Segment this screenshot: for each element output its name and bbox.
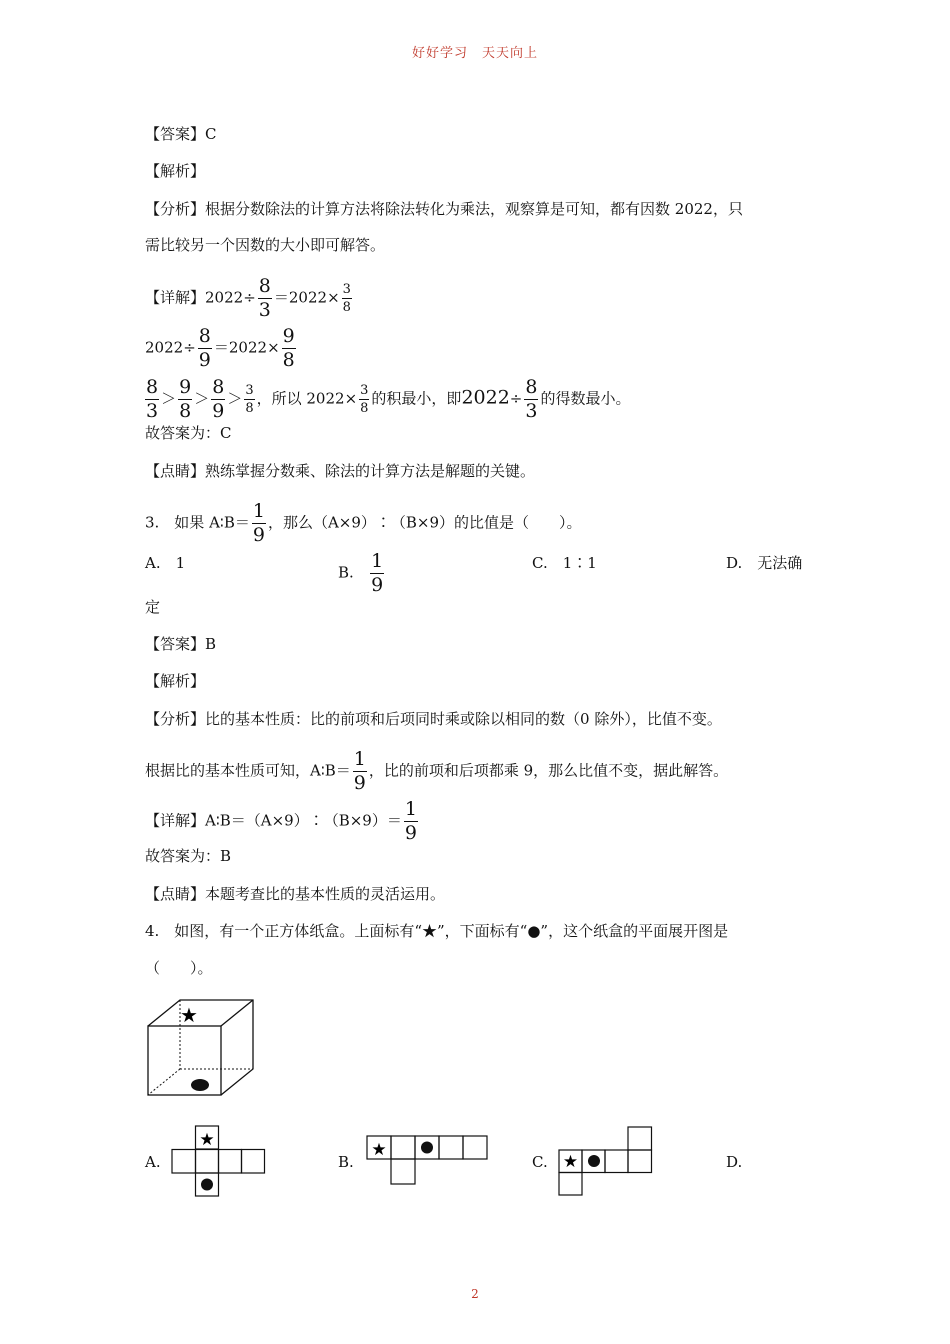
fraction-8-3: $\frac{8}{3}$ [258, 275, 271, 321]
fraction-1-9: $\frac{1}{9}$ [252, 500, 265, 546]
q3-option-c: C. 1∶1 [532, 554, 597, 572]
q4-option-b-net [365, 1135, 491, 1187]
q3-analysis-heading: 【解析】 [145, 672, 206, 690]
q2-conclusion: 故答案为：C [145, 424, 232, 442]
dot-icon [201, 1179, 213, 1191]
q4-stem-line1: 4. 如图，有一个正方体纸盒。上面标有“★”，下面标有“●”，这个纸盒的平面展开图是 [145, 922, 729, 940]
star-icon: ★ [180, 1003, 198, 1027]
page-header: 好好学习 天天向上 [411, 46, 538, 61]
q2-key-point: 【点睛】熟练掌握分数乘、除法的计算方法是解题的关键。 [145, 462, 536, 480]
q2-analysis-line2: 需比较另一个因数的大小即可解答。 [145, 236, 386, 254]
q3-option-d-wrap: 定 [145, 598, 161, 616]
page-number: 2 [471, 1287, 479, 1301]
q3-option-a: A. 1 [145, 554, 186, 572]
q3-key-point: 【点睛】本题考查比的基本性质的灵活运用。 [145, 885, 446, 903]
q4-option-c-net [557, 1125, 657, 1197]
q4-option-c-label: C. [532, 1153, 548, 1171]
q3-option-d: D. 无法确 [726, 554, 803, 572]
star-icon: ★ [562, 1152, 579, 1172]
q2-analysis-line1: 【分析】根据分数除法的计算方法将除法转化为乘法，观察算是可知，都有因数 2022，只 [145, 200, 743, 218]
dot-icon [191, 1079, 209, 1091]
q4-stem-line2: （ ）。 [145, 959, 213, 977]
q4-option-a-net [170, 1125, 270, 1199]
fraction-8-9: $\frac{8}{9}$ [198, 325, 211, 371]
q3-reason: 根据比的基本性质可知，A∶B＝ $\frac{1}{9}$ ，比的前项和后项都乘 9，那么比值不变，据此解答。 [145, 748, 729, 794]
q2-detail-line1: 【详解】2022÷ $\frac{8}{3}$ ＝2022× $\frac{3}{8}$ [145, 275, 351, 321]
q4-option-d-label: D. [726, 1153, 743, 1171]
q2-comparison-line: $\frac{8}{3}$ ＞ $\frac{9}{8}$ ＞ $\frac{8}{9}$ ＞ $\frac{3}{8}$ ，所以 2022× $\frac{3}{8}$ 的积最小，即2022÷ $\frac{8}{3}$ 的得数最小。 [146, 376, 631, 422]
q2-answer: 【答案】C [145, 125, 217, 143]
star-icon: ★ [199, 1130, 215, 1150]
q3-option-b: B. $\frac{1}{9}$ [338, 550, 384, 596]
q3-answer: 【答案】B [145, 635, 217, 653]
q3-analysis: 【分析】比的基本性质：比的前项和后项同时乘或除以相同的数（0 除外），比值不变。 [145, 710, 722, 728]
q4-option-a-label: A. [145, 1153, 161, 1171]
star-icon: ★ [371, 1140, 387, 1160]
q3-stem: 3. 如果 A∶B＝ $\frac{1}{9}$ ，那么（A×9）∶（B×9）的比值是（ ）。 [145, 500, 582, 546]
dot-icon [588, 1155, 600, 1167]
fraction-9-8: $\frac{9}{8}$ [282, 325, 295, 371]
q2-detail-line2: 2022÷ $\frac{8}{9}$ ＝2022× $\frac{9}{8}$ [145, 325, 295, 371]
fraction-3-8: $\frac{3}{8}$ [342, 282, 351, 315]
cube-figure [140, 990, 260, 1102]
q4-option-b-label: B. [338, 1153, 354, 1171]
q2-analysis-heading: 【解析】 [145, 162, 206, 180]
dot-icon [421, 1142, 433, 1154]
q3-detail: 【详解】A∶B＝（A×9）∶（B×9）＝ $\frac{1}{9}$ [145, 798, 417, 844]
q3-conclusion: 故答案为：B [145, 847, 232, 865]
